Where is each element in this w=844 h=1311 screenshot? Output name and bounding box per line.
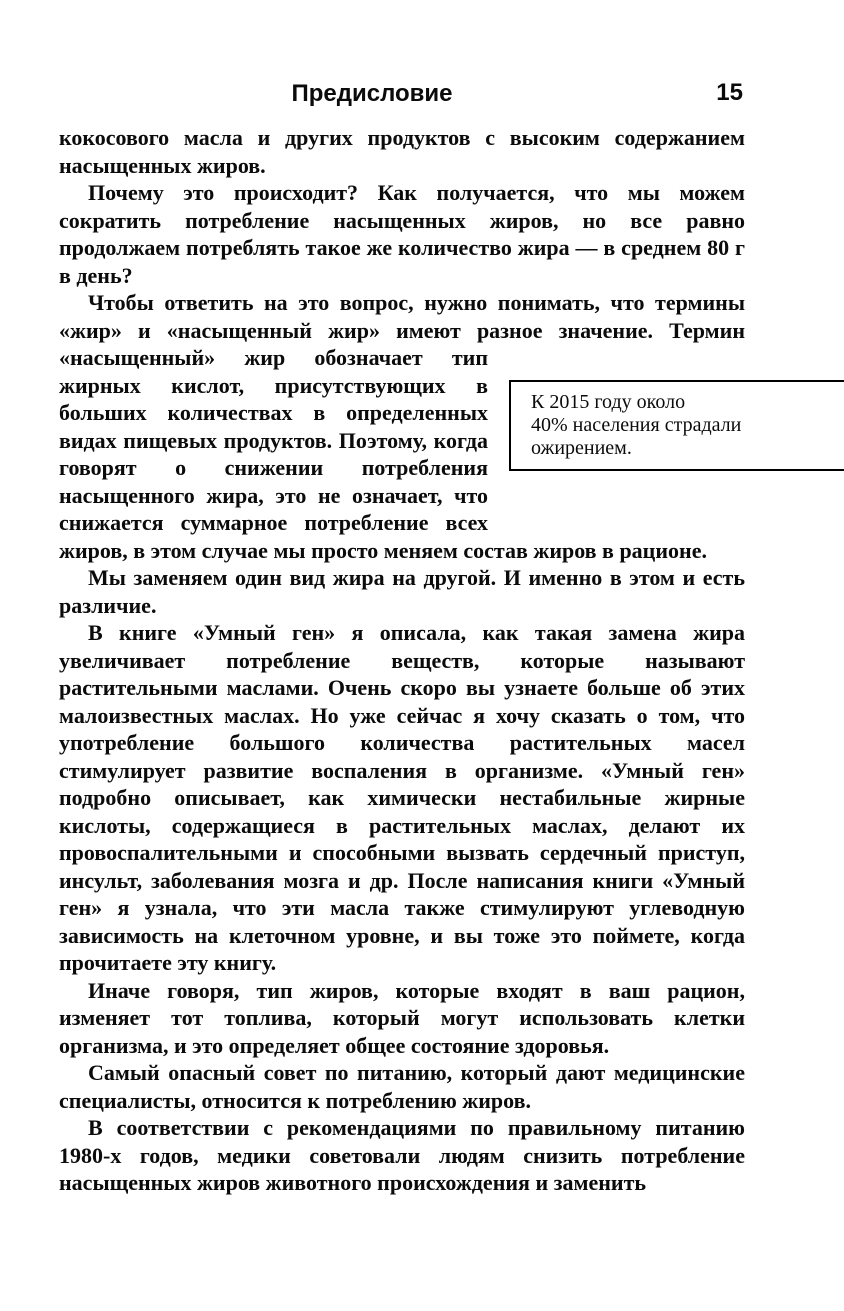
chapter-title: Предисловие <box>291 80 453 107</box>
body-paragraph: Почему это происходит? Как получается, что мы можем сократить потребление насыщенных жиров, но все равно продолжаем потреблять такое же количество жира — в среднем 80 г в день? <box>59 180 745 288</box>
body-paragraph: Мы заменяем один вид жира на другой. И именно в этом и есть различие. <box>59 565 745 618</box>
body-paragraph: Самый опасный совет по питанию, который дают медицинские специалисты, относится к потреблению жиров. <box>59 1060 745 1113</box>
callout-line: 40% населения страдали <box>531 414 742 436</box>
body-paragraph: В книге «Умный ген» я описала, как такая замена жира увеличивает потребление веществ, которые называют растительными маслами. Очень скоро вы узнаете больше об этих малоизвестных маслах. Но уже сейчас я хочу сказать о том, что употребление большого количества растительных масел стимулирует развитие воспаления в организме. «Умный ген» подробно описывает, как химически нестабильные жирные кислоты, содержащиеся в растительных маслах, делают их провоспалительными и способными вызвать сердечный приступ, инсульт, заболевания мозга и др. После написания книги «Умный ген» я узнала, что эти масла также стимулируют углеводную зависимость на клеточном уровне, и вы тоже это поймете, когда прочитаете эту книгу. <box>59 620 745 975</box>
callout-line: К 2015 году около <box>531 391 686 413</box>
page-header <box>59 80 745 108</box>
page-body <box>59 124 745 1197</box>
paragraph-text-before-callout: Чтобы ответить на это вопрос, нужно понимать, что термины «жир» и «насыщенный жир» имеют разное значение. <box>59 290 745 343</box>
body-paragraph-with-callout <box>59 289 745 564</box>
callout-line: ожирением. <box>531 437 632 459</box>
body-paragraph: В соответствии с рекомендациями по правильному питанию 1980-х годов, медики советовали людям снизить потребление насыщенных жиров животного происхождения и заменить <box>59 1115 745 1195</box>
paragraph-text-after-callout: Термин «насыщенный» жир обозначает тип жирных кислот, присутствующих в больших количествах в определенных видах пищевых продуктов. Поэтому, когда говорят о снижении потребления насыщенного жира, это не означает, что снижается суммарное потребление всех жиров, в этом случае мы просто меняем состав жиров в рационе. <box>59 317 745 563</box>
callout-box <box>509 380 844 471</box>
callout-cutout <box>509 344 844 510</box>
body-paragraph: Иначе говоря, тип жиров, которые входят в ваш рацион, изменяет тот топлива, который могут использовать клетки организма, и это определяет общее состояние здоровья. <box>59 977 745 1058</box>
body-paragraph: кокосового масла и других продуктов с высоким содержанием насыщенных жиров. <box>59 125 745 178</box>
page-number: 15 <box>716 79 743 106</box>
